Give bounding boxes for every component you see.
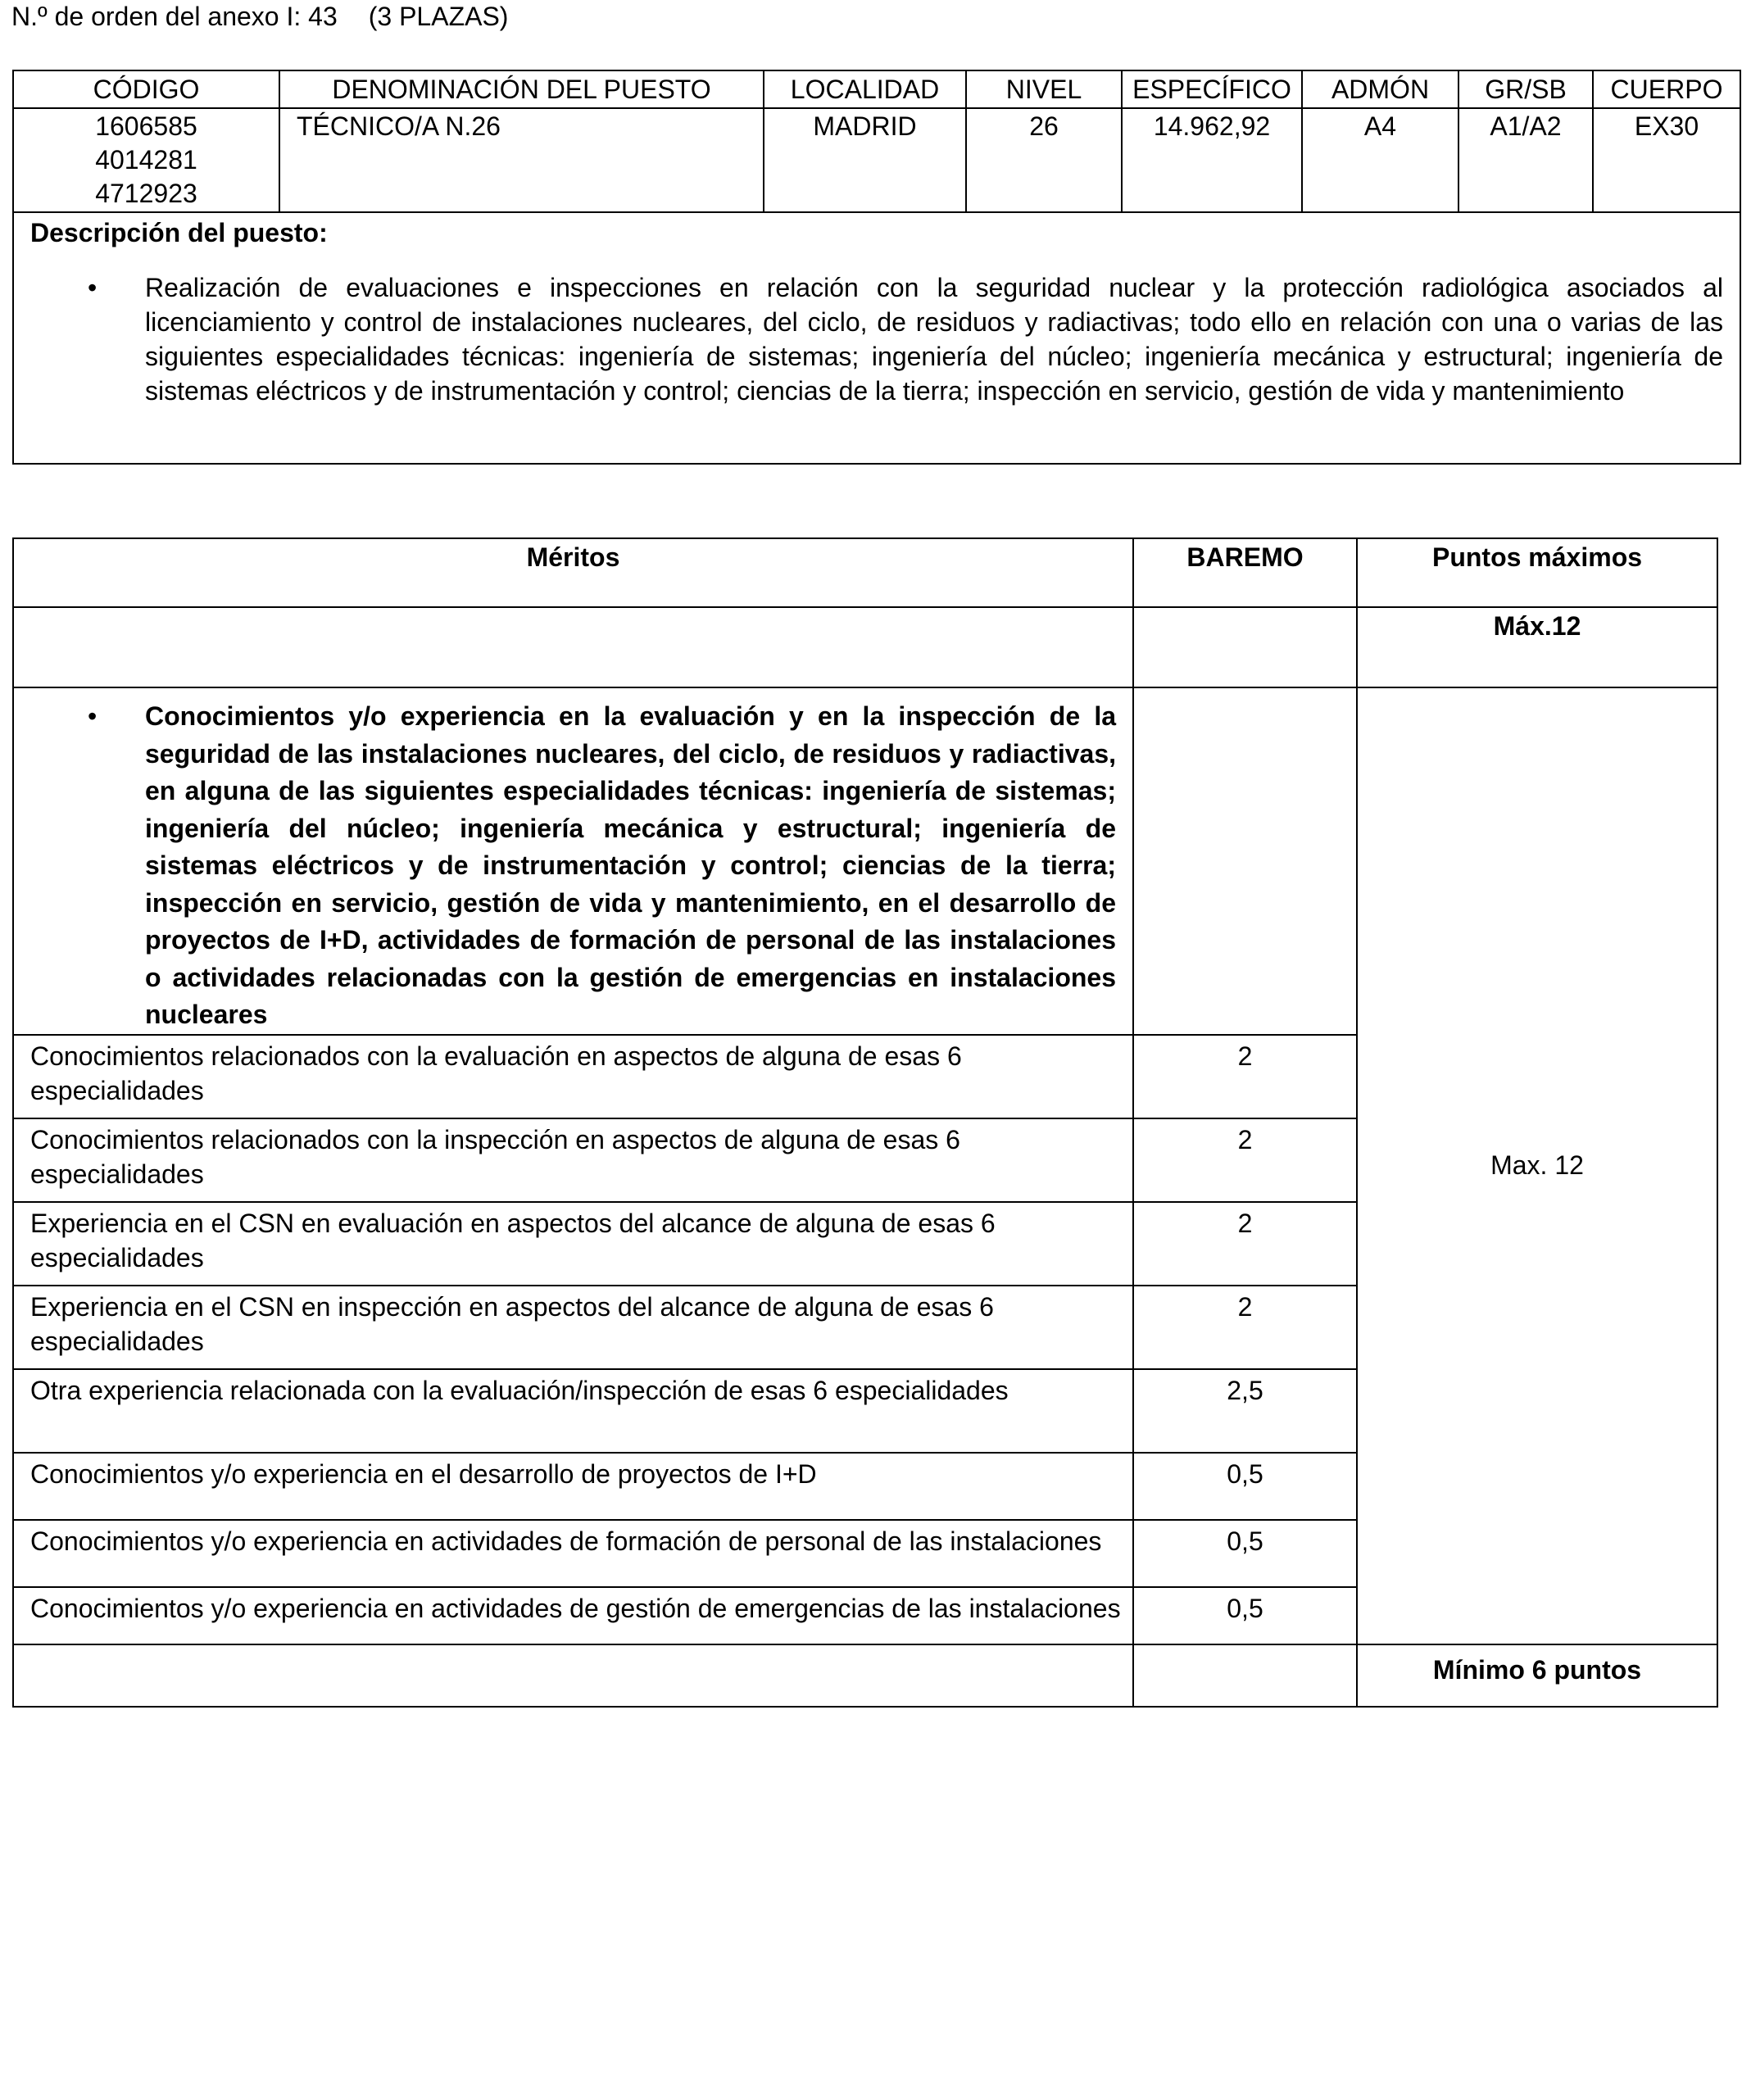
header-meritos: Méritos <box>13 538 1133 607</box>
descripcion-cell <box>13 212 1740 464</box>
baremo-value: 2 <box>1133 1035 1357 1118</box>
merito-text: Experiencia en el CSN en inspección en aspectos del alcance de alguna de esas 6 especialidades <box>13 1286 1133 1369</box>
merito-text: Conocimientos y/o experiencia en actividades de gestión de emergencias de las instalaciones <box>13 1587 1133 1644</box>
baremo-value: 0,5 <box>1133 1520 1357 1587</box>
criterio-row <box>13 687 1717 1035</box>
baremo-value: 0,5 <box>1133 1453 1357 1520</box>
nivel-cell: 26 <box>966 108 1122 212</box>
grsb-cell: A1/A2 <box>1458 108 1593 212</box>
header-denominacion: DENOMINACIÓN DEL PUESTO <box>279 70 764 108</box>
baremo-value: 0,5 <box>1133 1587 1357 1644</box>
header-admon: ADMÓN <box>1302 70 1458 108</box>
merito-text: Conocimientos relacionados con la inspección en aspectos de alguna de esas 6 especialidades <box>13 1118 1133 1202</box>
header-localidad: LOCALIDAD <box>764 70 966 108</box>
empty-cell <box>13 1644 1133 1707</box>
header-grsb: GR/SB <box>1458 70 1593 108</box>
puesto-data-row <box>13 108 1740 212</box>
denominacion-cell: TÉCNICO/A N.26 <box>279 108 764 212</box>
localidad-cell: MADRID <box>764 108 966 212</box>
baremo-value: 2 <box>1133 1286 1357 1369</box>
empty-cell <box>1133 687 1357 1035</box>
especifico-cell: 14.962,92 <box>1122 108 1302 212</box>
minimo-cell: Mínimo 6 puntos <box>1357 1644 1717 1707</box>
header-nivel: NIVEL <box>966 70 1122 108</box>
annex-heading <box>11 2 508 32</box>
header-cuerpo: CUERPO <box>1593 70 1740 108</box>
merito-text: Conocimientos y/o experiencia en el desarrollo de proyectos de I+D <box>13 1453 1133 1520</box>
header-baremo: BAREMO <box>1133 538 1357 607</box>
header-especifico: ESPECÍFICO <box>1122 70 1302 108</box>
header-puntos-maximos: Puntos máximos <box>1357 538 1717 607</box>
descripcion-title: Descripción del puesto: <box>30 218 328 247</box>
descripcion-row <box>13 212 1740 464</box>
puesto-header-row <box>13 70 1740 108</box>
empty-cell <box>1133 1644 1357 1707</box>
merito-text: Conocimientos relacionados con la evaluación en aspectos de alguna de esas 6 especialidades <box>13 1035 1133 1118</box>
criterio-text: • Conocimientos y/o experiencia en la evaluación y en la inspección de la seguridad de las instalaciones nucleares, del ciclo, de residuos y radiactivas, en alguna de las siguientes especialidades técnicas: ingeniería de sistemas; ingeniería del núcleo; ingeniería mecánica y estructural; ingeniería de sistemas eléctricos y de instrumentación y control; ciencias de la tierra; inspección en servicio, gestión de vida y mantenimiento, en el desarrollo de proyectos de I+D, actividades de formación de personal de las instalaciones o actividades relacionadas con la gestión de emergencias en instalaciones nucleares <box>145 698 1116 1034</box>
baremo-value: 2 <box>1133 1118 1357 1202</box>
empty-cell <box>13 607 1133 687</box>
codigo-cell <box>13 108 279 212</box>
empty-cell <box>1133 607 1357 687</box>
puesto-table <box>12 70 1741 465</box>
minimo-row <box>13 1644 1717 1707</box>
meritos-table <box>12 537 1718 1708</box>
annex-order-number: N.º de orden del anexo I: 43 <box>11 2 338 31</box>
meritos-header-row <box>13 538 1717 607</box>
criterio-cell <box>13 687 1133 1035</box>
plazas-count: (3 PLAZAS) <box>368 2 509 31</box>
descripcion-text: • Realización de evaluaciones e inspecciones en relación con la seguridad nuclear y la protección radiológica asociados al licenciamiento y control de instalaciones nucleares, del ciclo, de residuos y radiactivas; todo ello en relación con una o varias de las siguientes especialidades técnicas: ingeniería de sistemas; ingeniería del núcleo; ingeniería mecánica y estructural; ingeniería de sistemas eléctricos y de instrumentación y control; ciencias de la tierra; inspección en servicio, gestión de vida y mantenimiento <box>145 270 1723 408</box>
max-total-cell: Máx.12 <box>1357 607 1717 687</box>
codigo-value: 4014281 <box>95 145 197 175</box>
cuerpo-cell: EX30 <box>1593 108 1740 212</box>
header-codigo: CÓDIGO <box>13 70 279 108</box>
baremo-value: 2,5 <box>1133 1369 1357 1453</box>
merito-text: Conocimientos y/o experiencia en actividades de formación de personal de las instalaciones <box>13 1520 1133 1587</box>
codigo-value: 4712923 <box>95 179 197 208</box>
merito-text: Experiencia en el CSN en evaluación en aspectos del alcance de alguna de esas 6 especialidades <box>13 1202 1133 1286</box>
max-total-row <box>13 607 1717 687</box>
admon-cell: A4 <box>1302 108 1458 212</box>
baremo-value: 2 <box>1133 1202 1357 1286</box>
merito-text: Otra experiencia relacionada con la evaluación/inspección de esas 6 especialidades <box>13 1369 1133 1453</box>
codigo-value: 1606585 <box>95 111 197 141</box>
max-items-cell: Max. 12 <box>1357 687 1717 1644</box>
